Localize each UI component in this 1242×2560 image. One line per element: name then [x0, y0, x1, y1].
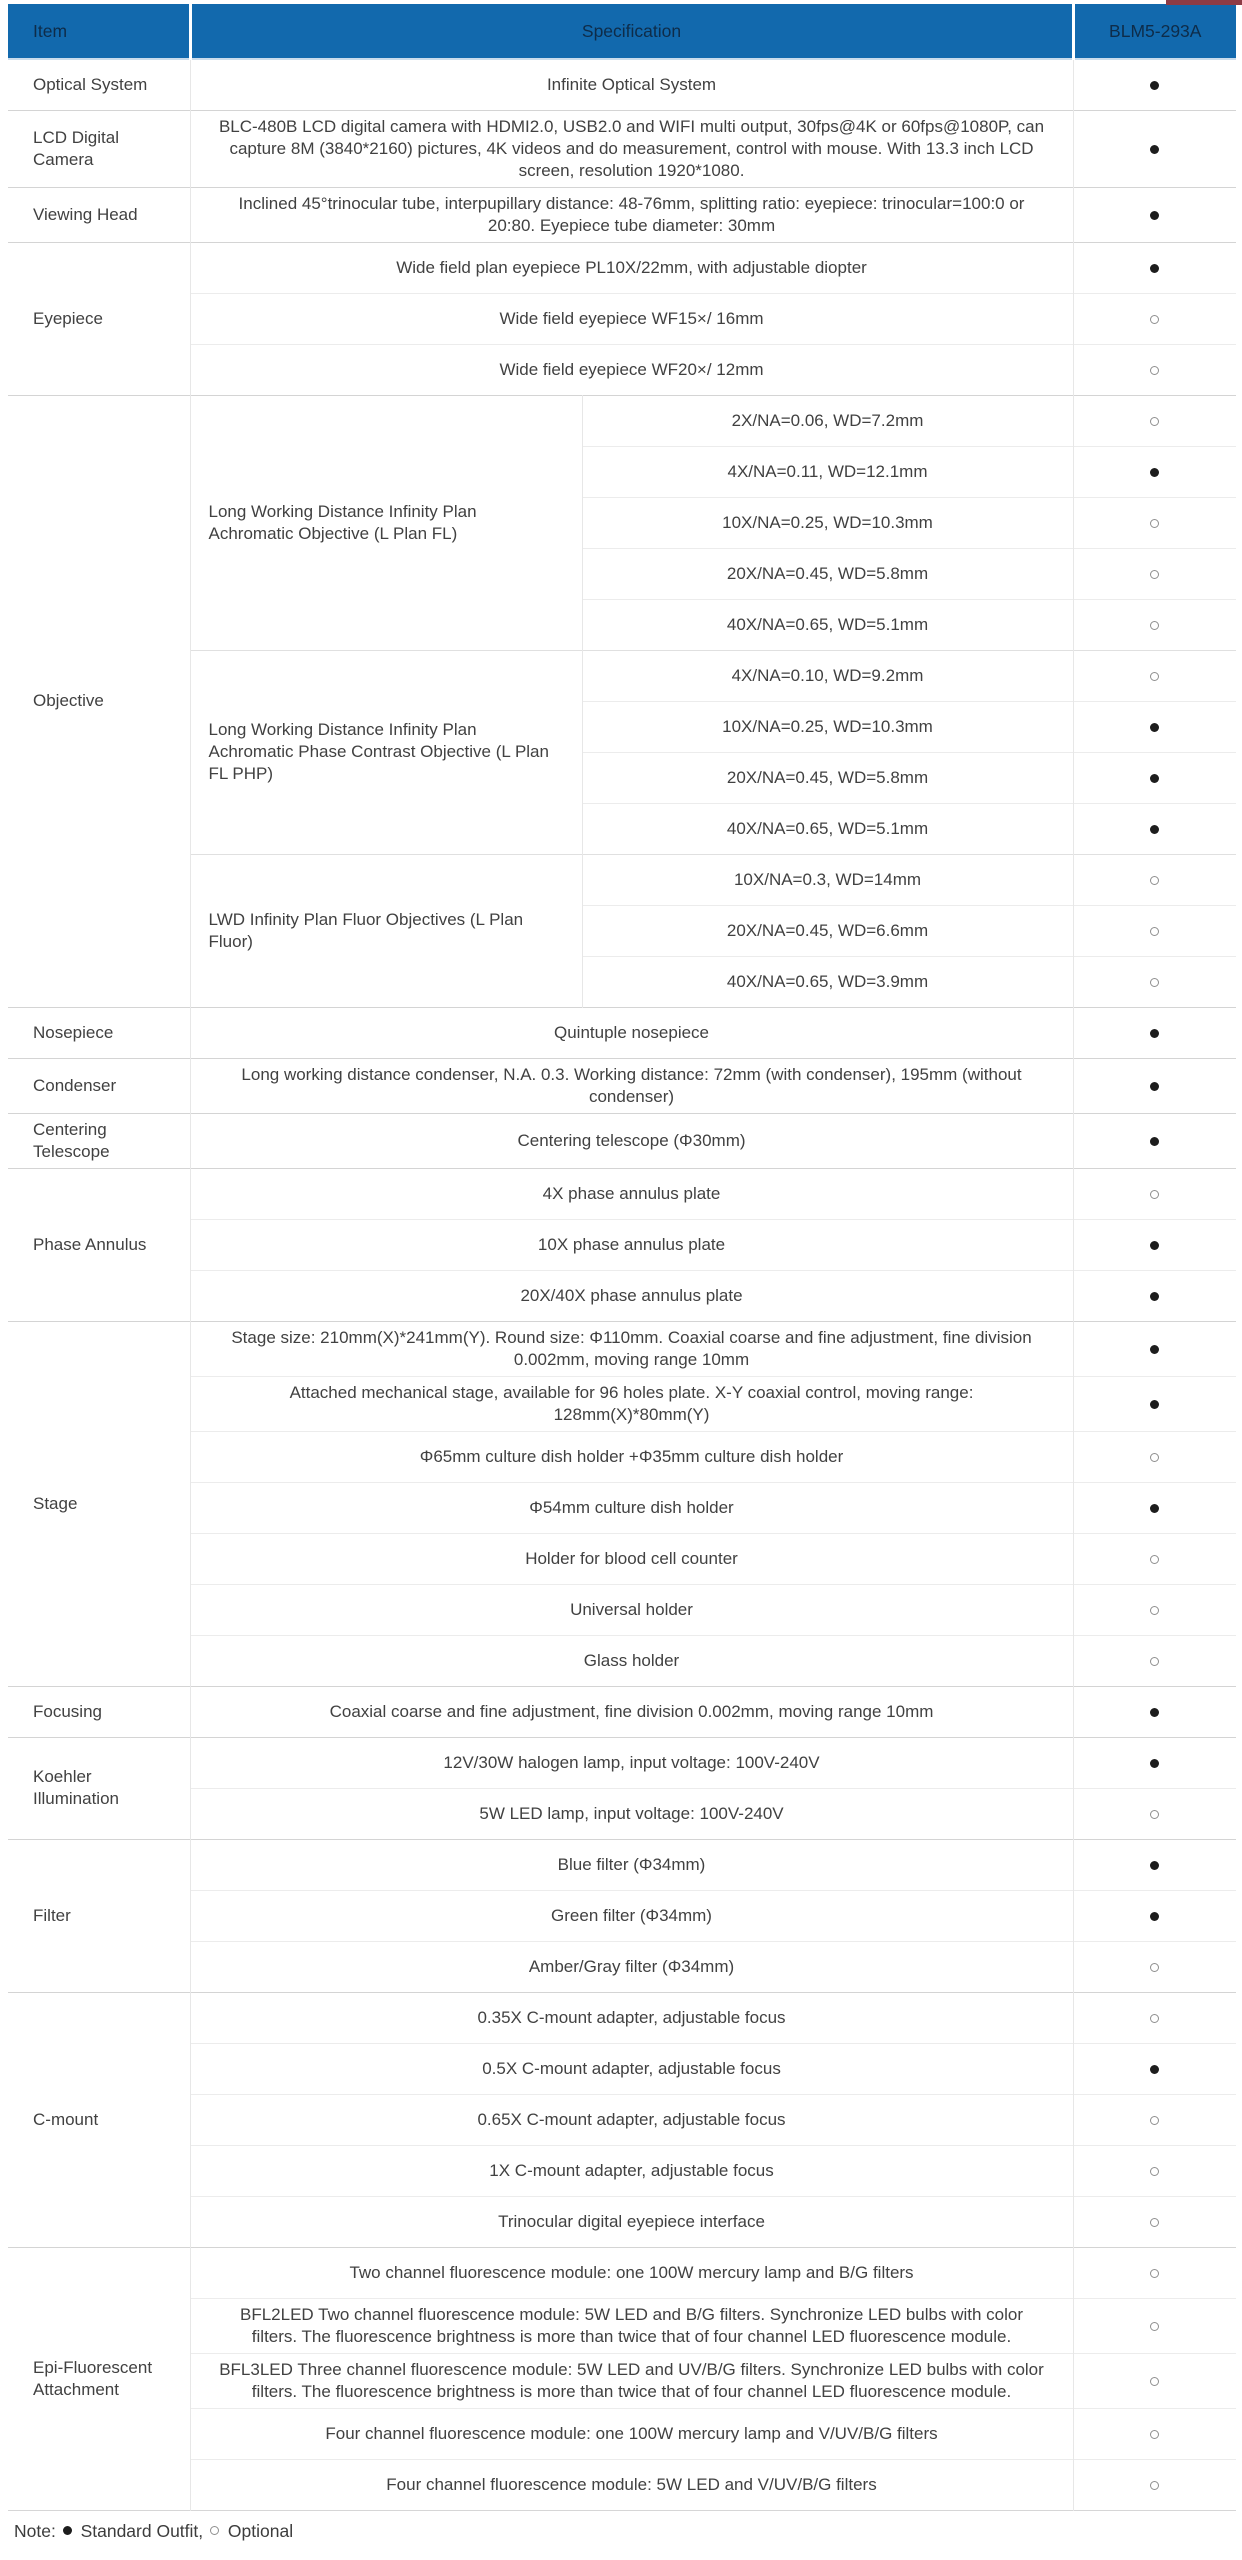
mark-cell [1073, 110, 1236, 187]
spec-cell: Green filter (Φ34mm) [190, 1890, 1073, 1941]
optional-dot [1150, 1606, 1159, 1615]
table-row [8, 1941, 1236, 1992]
item-cell: Optical System [8, 59, 190, 110]
table-row [8, 1992, 1236, 2043]
optional-dot [1150, 2116, 1159, 2125]
mark-cell [1073, 59, 1236, 110]
mark-cell [1073, 1941, 1236, 1992]
mark-cell [1073, 1839, 1236, 1890]
item-cell: Focusing [8, 1686, 190, 1737]
table-row [8, 1737, 1236, 1788]
spec-cell: Coaxial coarse and fine adjustment, fine division 0.002mm, moving range 10mm [190, 1686, 1073, 1737]
spec-cell: Wide field eyepiece WF20×/ 12mm [190, 344, 1073, 395]
table-row [8, 2247, 1236, 2298]
spec-cell: 0.5X C-mount adapter, adjustable focus [190, 2043, 1073, 2094]
mark-cell [1073, 1431, 1236, 1482]
table-row [8, 1788, 1236, 1839]
spec-cell: 40X/NA=0.65, WD=5.1mm [582, 599, 1073, 650]
table-row [8, 59, 1236, 110]
optional-dot [1150, 2014, 1159, 2023]
objective-group-cell: Long Working Distance Infinity Plan Achromatic Objective (L Plan FL) [190, 395, 582, 650]
optional-dot [1150, 876, 1159, 885]
mark-cell [1073, 1270, 1236, 1321]
spec-cell: Universal holder [190, 1584, 1073, 1635]
table-row [8, 2353, 1236, 2408]
table-row [8, 187, 1236, 242]
mark-cell [1073, 497, 1236, 548]
item-cell: Centering Telescope [8, 1113, 190, 1168]
header-item: Item [8, 4, 190, 59]
spec-table [8, 4, 1236, 2511]
standard-dot [1150, 774, 1159, 783]
mark-cell [1073, 1113, 1236, 1168]
optional-dot [1150, 1657, 1159, 1666]
table-row [8, 2094, 1236, 2145]
mark-cell [1073, 650, 1236, 701]
standard-dot [1150, 1759, 1159, 1768]
spec-cell: 20X/NA=0.45, WD=5.8mm [582, 548, 1073, 599]
optional-dot [1150, 672, 1159, 681]
optional-dot [1150, 2269, 1159, 2278]
table-header-row [8, 4, 1236, 59]
mark-cell [1073, 446, 1236, 497]
mark-cell [1073, 1686, 1236, 1737]
spec-cell: Inclined 45°trinocular tube, interpupillary distance: 48-76mm, splitting ratio: eyepiece: trinocular=100:0 or 20:80. Eyepiece tube diameter: 30mm [190, 187, 1073, 242]
mark-cell [1073, 293, 1236, 344]
standard-dot [1150, 1082, 1159, 1091]
spec-cell: 4X/NA=0.11, WD=12.1mm [582, 446, 1073, 497]
optional-dot [1150, 2430, 1159, 2439]
mark-cell [1073, 2459, 1236, 2510]
spec-cell: 10X/NA=0.3, WD=14mm [582, 854, 1073, 905]
standard-dot [1150, 1345, 1159, 1354]
spec-cell: Infinite Optical System [190, 59, 1073, 110]
optional-dot [210, 2526, 219, 2535]
table-row [8, 1686, 1236, 1737]
table-row [8, 1007, 1236, 1058]
mark-cell [1073, 1992, 1236, 2043]
spec-cell: Φ54mm culture dish holder [190, 1482, 1073, 1533]
spec-cell: BFL2LED Two channel fluorescence module: 5W LED and B/G filters. Synchronize LED bulbs with color filters. The fluorescence brightness is more than twice that of four channel LED fluorescence module. [190, 2298, 1073, 2353]
mark-cell [1073, 1533, 1236, 1584]
optional-dot [1150, 978, 1159, 987]
mark-cell [1073, 1321, 1236, 1376]
spec-cell: Four channel fluorescence module: 5W LED and V/UV/B/G filters [190, 2459, 1073, 2510]
table-row [8, 650, 1236, 701]
item-cell: Objective [8, 395, 190, 1007]
note-optional-label: Optional [227, 2520, 294, 2541]
note-prefix: Note: [14, 2520, 56, 2541]
table-row [8, 1376, 1236, 1431]
standard-dot [1150, 1708, 1159, 1717]
objective-group-cell: LWD Infinity Plan Fluor Objectives (L Plan Fluor) [190, 854, 582, 1007]
mark-cell [1073, 1168, 1236, 1219]
standard-dot [1150, 211, 1159, 220]
table-row [8, 1270, 1236, 1321]
spec-cell: 12V/30W halogen lamp, input voltage: 100V-240V [190, 1737, 1073, 1788]
table-row [8, 1058, 1236, 1113]
table-row [8, 1890, 1236, 1941]
table-row [8, 1482, 1236, 1533]
table-row [8, 110, 1236, 187]
item-cell: Koehler Illumination [8, 1737, 190, 1839]
optional-dot [1150, 2377, 1159, 2386]
standard-dot [1150, 1241, 1159, 1250]
spec-cell: BLC-480B LCD digital camera with HDMI2.0, USB2.0 and WIFI multi output, 30fps@4K or 60fps@1080P, can capture 8M (3840*2160) pictures, 4K videos and do measurement, control with mouse. With 13.3 inch LCD screen, resolution 1920*1080. [190, 110, 1073, 187]
mark-cell [1073, 1219, 1236, 1270]
table-row [8, 854, 1236, 905]
legend-note [8, 2521, 1236, 2542]
spec-cell: Attached mechanical stage, available for 96 holes plate. X-Y coaxial control, moving range: 128mm(X)*80mm(Y) [190, 1376, 1073, 1431]
optional-dot [1150, 2481, 1159, 2490]
standard-dot [1150, 1504, 1159, 1513]
standard-dot [1150, 81, 1159, 90]
spec-cell: 4X phase annulus plate [190, 1168, 1073, 1219]
mark-cell [1073, 395, 1236, 446]
table-row [8, 1321, 1236, 1376]
table-row [8, 2145, 1236, 2196]
mark-cell [1073, 752, 1236, 803]
optional-dot [1150, 621, 1159, 630]
note-standard-label: Standard Outfit, [80, 2520, 204, 2541]
optional-dot [1150, 2322, 1159, 2331]
mark-cell [1073, 2353, 1236, 2408]
mark-cell [1073, 242, 1236, 293]
spec-cell: Quintuple nosepiece [190, 1007, 1073, 1058]
spec-cell: Four channel fluorescence module: one 100W mercury lamp and V/UV/B/G filters [190, 2408, 1073, 2459]
spec-table-body [8, 59, 1236, 2510]
spec-cell: Centering telescope (Φ30mm) [190, 1113, 1073, 1168]
spec-cell: Wide field eyepiece WF15×/ 16mm [190, 293, 1073, 344]
mark-cell [1073, 599, 1236, 650]
mark-cell [1073, 701, 1236, 752]
standard-dot [1150, 264, 1159, 273]
item-cell: Filter [8, 1839, 190, 1992]
item-cell: Eyepiece [8, 242, 190, 395]
optional-dot [1150, 1190, 1159, 1199]
item-cell: Condenser [8, 1058, 190, 1113]
spec-cell: Wide field plan eyepiece PL10X/22mm, with adjustable diopter [190, 242, 1073, 293]
mark-cell [1073, 1482, 1236, 1533]
mark-cell [1073, 187, 1236, 242]
top-banner-fragment [1166, 0, 1242, 5]
mark-cell [1073, 2247, 1236, 2298]
spec-cell: 20X/NA=0.45, WD=5.8mm [582, 752, 1073, 803]
table-row [8, 1219, 1236, 1270]
mark-cell [1073, 2408, 1236, 2459]
standard-dot [1150, 723, 1159, 732]
mark-cell [1073, 548, 1236, 599]
mark-cell [1073, 2196, 1236, 2247]
item-cell: LCD Digital Camera [8, 110, 190, 187]
mark-cell [1073, 1007, 1236, 1058]
standard-dot [1150, 2065, 1159, 2074]
optional-dot [1150, 2167, 1159, 2176]
mark-cell [1073, 2043, 1236, 2094]
header-model: BLM5-293A [1073, 4, 1236, 59]
table-row [8, 1168, 1236, 1219]
standard-dot [1150, 1400, 1159, 1409]
table-row [8, 293, 1236, 344]
table-row [8, 2298, 1236, 2353]
mark-cell [1073, 1058, 1236, 1113]
spec-cell: BFL3LED Three channel fluorescence module: 5W LED and UV/B/G filters. Synchronize LED bulbs with color filters. The fluorescence brightness is more than twice that of four channel LED fluorescence module. [190, 2353, 1073, 2408]
optional-dot [1150, 570, 1159, 579]
spec-cell: 10X phase annulus plate [190, 1219, 1073, 1270]
spec-cell: 0.35X C-mount adapter, adjustable focus [190, 1992, 1073, 2043]
mark-cell [1073, 1584, 1236, 1635]
spec-cell: 0.65X C-mount adapter, adjustable focus [190, 2094, 1073, 2145]
mark-cell [1073, 1376, 1236, 1431]
spec-cell: 40X/NA=0.65, WD=3.9mm [582, 956, 1073, 1007]
item-cell: Nosepiece [8, 1007, 190, 1058]
table-row [8, 2459, 1236, 2510]
mark-cell [1073, 1788, 1236, 1839]
standard-dot [1150, 468, 1159, 477]
mark-cell [1073, 2298, 1236, 2353]
standard-dot [1150, 145, 1159, 154]
mark-cell [1073, 956, 1236, 1007]
mark-cell [1073, 2094, 1236, 2145]
table-row [8, 1584, 1236, 1635]
item-cell: Stage [8, 1321, 190, 1686]
optional-dot [1150, 1963, 1159, 1972]
table-row [8, 242, 1236, 293]
mark-cell [1073, 344, 1236, 395]
optional-dot [1150, 315, 1159, 324]
spec-cell: Trinocular digital eyepiece interface [190, 2196, 1073, 2247]
standard-dot [1150, 1137, 1159, 1146]
spec-cell: 5W LED lamp, input voltage: 100V-240V [190, 1788, 1073, 1839]
mark-cell [1073, 1890, 1236, 1941]
spec-cell: Stage size: 210mm(X)*241mm(Y). Round size: Φ110mm. Coaxial coarse and fine adjustment, fine division 0.002mm, moving range 10mm [190, 1321, 1073, 1376]
spec-cell: Holder for blood cell counter [190, 1533, 1073, 1584]
spec-cell: 10X/NA=0.25, WD=10.3mm [582, 701, 1073, 752]
mark-cell [1073, 2145, 1236, 2196]
table-row [8, 2043, 1236, 2094]
spec-cell: Two channel fluorescence module: one 100W mercury lamp and B/G filters [190, 2247, 1073, 2298]
item-cell: Epi-Fluorescent Attachment [8, 2247, 190, 2510]
spec-cell: 1X C-mount adapter, adjustable focus [190, 2145, 1073, 2196]
item-cell: Phase Annulus [8, 1168, 190, 1321]
header-specification: Specification [190, 4, 1073, 59]
optional-dot [1150, 519, 1159, 528]
spec-cell: 20X/40X phase annulus plate [190, 1270, 1073, 1321]
optional-dot [1150, 417, 1159, 426]
spec-cell: Long working distance condenser, N.A. 0.3. Working distance: 72mm (with condenser), 195mm (without condenser) [190, 1058, 1073, 1113]
table-row [8, 2196, 1236, 2247]
spec-cell: Glass holder [190, 1635, 1073, 1686]
optional-dot [1150, 927, 1159, 936]
table-row [8, 1635, 1236, 1686]
mark-cell [1073, 803, 1236, 854]
mark-cell [1073, 854, 1236, 905]
optional-dot [1150, 366, 1159, 375]
standard-dot [1150, 1029, 1159, 1038]
item-cell: C-mount [8, 1992, 190, 2247]
table-row [8, 2408, 1236, 2459]
spec-cell: Blue filter (Φ34mm) [190, 1839, 1073, 1890]
table-row [8, 395, 1236, 446]
table-row [8, 1113, 1236, 1168]
objective-group-cell: Long Working Distance Infinity Plan Achromatic Phase Contrast Objective (L Plan FL PHP) [190, 650, 582, 854]
spec-cell: 4X/NA=0.10, WD=9.2mm [582, 650, 1073, 701]
optional-dot [1150, 1453, 1159, 1462]
mark-cell [1073, 1635, 1236, 1686]
spec-cell: 40X/NA=0.65, WD=5.1mm [582, 803, 1073, 854]
mark-cell [1073, 905, 1236, 956]
standard-dot [1150, 1861, 1159, 1870]
spec-cell: Φ65mm culture dish holder +Φ35mm culture dish holder [190, 1431, 1073, 1482]
optional-dot [1150, 2218, 1159, 2227]
table-row [8, 344, 1236, 395]
standard-dot [1150, 1292, 1159, 1301]
standard-dot [1150, 825, 1159, 834]
standard-dot [63, 2526, 72, 2535]
spec-cell: 20X/NA=0.45, WD=6.6mm [582, 905, 1073, 956]
mark-cell [1073, 1737, 1236, 1788]
item-cell: Viewing Head [8, 187, 190, 242]
table-row [8, 1431, 1236, 1482]
spec-cell: Amber/Gray filter (Φ34mm) [190, 1941, 1073, 1992]
optional-dot [1150, 1810, 1159, 1819]
standard-dot [1150, 1912, 1159, 1921]
table-row [8, 1839, 1236, 1890]
table-row [8, 1533, 1236, 1584]
spec-cell: 2X/NA=0.06, WD=7.2mm [582, 395, 1073, 446]
optional-dot [1150, 1555, 1159, 1564]
spec-cell: 10X/NA=0.25, WD=10.3mm [582, 497, 1073, 548]
